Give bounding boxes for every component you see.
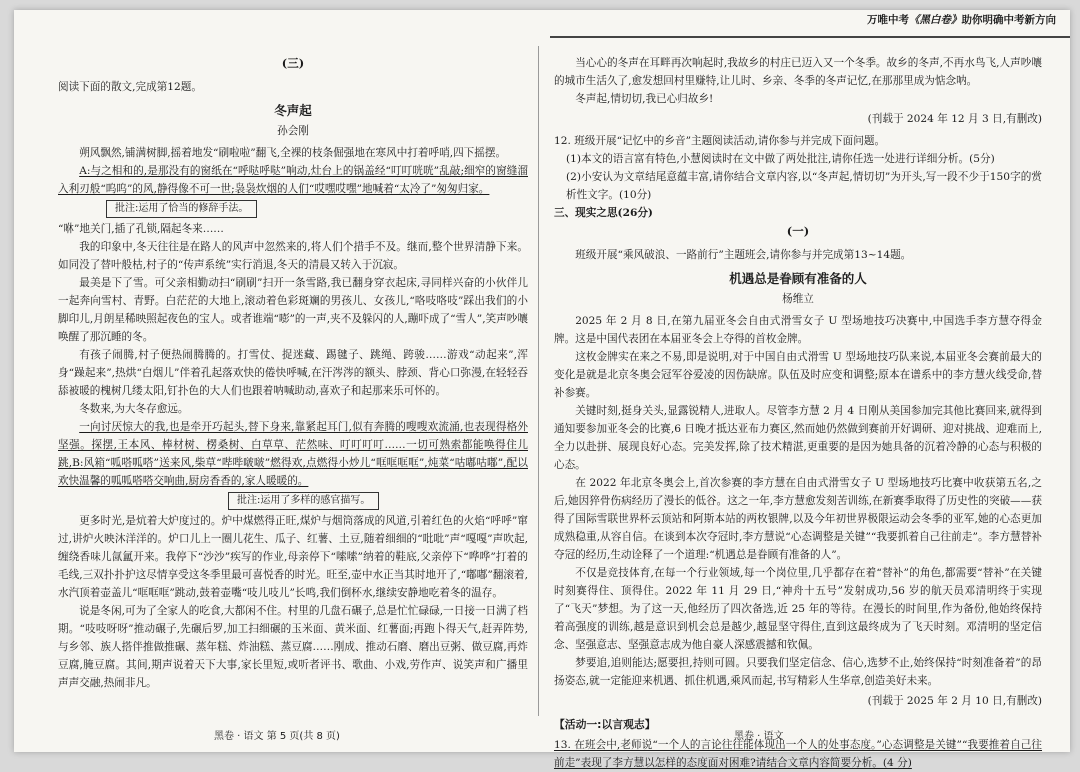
- instruction: 班级开展“乘风破浪、一路前行”主题班会,请你参与并完成第13~14题。: [575, 249, 912, 261]
- paragraph: 冬数来,为大冬存愈远。: [79, 403, 189, 415]
- question-13: 13. 在班会中,老师说“一个人的言论往往能体现出一个人的处事态度。”心态调整是关键”“我要推着自己往前走”表现了李方慧以怎样的态度面对困难?请结合文章内容简要分析。(4 分): [554, 739, 1042, 769]
- paragraph: 关键时刻,挺身关头,显露锐精人,进取人。尽管李方慧 2 月 4 日刚从美国参加完其他比赛回来,就得到通知要参加亚冬会的比赛,6 日晚才抵达亚布力赛区,然而她仍然做到赛前开好调研、迎对挑战、迎难而上,全力以赴拼、展现良好心态。完美发挥,除了技术精湛,更重要的是因为她具备的沉着冷静的心态与积极的心态。: [554, 405, 1042, 471]
- paragraph: 有孩子闹腾,村子便热闹腾腾的。打雪仗、捉迷藏、踢毽子、跳绳、跨骏……游戏“动起来”,浑身“躁起来”,热烘“白烟儿”伴着孔起落欢快的倦快呼喊,在汗涔涔的额头、脖颈、背心口弥漫,在轻轻吞舔被暖的槐树几缕太阳,钉扑色的大人们也跟着呐喊助动,喜欢子和起那来乐可怀的。: [58, 349, 528, 397]
- section-three-heading: 三、现实之思(26分): [554, 207, 653, 219]
- article-author: 杨维立: [782, 293, 814, 305]
- annotation-box-1: 批注:运用了恰当的修辞手法。: [106, 200, 257, 218]
- article-title: 机遇总是眷顾有准备的人: [729, 271, 867, 286]
- paragraph: 在 2022 年北京冬奥会上,首次参赛的李方慧在自由式滑雪女子 U 型场地技巧比赛中收获第五名,之后,她因猝骨伤病经历了漫长的低谷。这之一年,李方慧愈发刻苦训练,在新赛季取得了历史性的突破——获得了国际雪联世界杯云顶站和阿斯本站的两枚银牌,以及今年初世界极限运动会冬季的亚军,她的心态更加成熟稳重,从容自信。在谈到本次夺冠时,李方慧说“心态调整是关键”“我要抓着自己往前走”。李方慧替补夺冠的经历,生动诠释了一个道理:“机遇总是眷顾有准备的人”。: [554, 477, 1042, 561]
- activity-heading: 【活动一:以言观志】: [554, 718, 656, 731]
- question-12-part-1: (1)本文的语言富有特色,小慧阅读时在文中做了两处批注,请你任选一处进行详细分析。(5分): [566, 153, 995, 165]
- left-column: [58, 54, 528, 692]
- section-heading: (三): [281, 56, 305, 70]
- paragraph-annotated-a: A:与之相和的,是那没有的窗纸在“呼哒呼哒”响动,灶台上的锅盖经“叮叮咣咣”乱敲;细窄的窗缝溜入利刃般“呜呜”的风,静得像不可一世;袅袅炊烟的人们“哎嘿哎嘿”地喊着“太冷了”匆匆归家。: [58, 165, 528, 195]
- paragraph: 我的印象中,冬天往往是在路人的风声中忽然来的,将人们个措手不及。继而,整个世界清静下来。如同没了替叶般枯,村子的“传声系统”实行消退,冬天的清晨又转入于沉寂。: [58, 241, 528, 271]
- paragraph: 这枚金牌实在来之不易,即是说明,对于中国自由式滑雪 U 型场地技巧队来说,本届亚冬会赛前最大的变化是就是北京冬奥会冠军谷爱凌的因伤缺席。队伍及时应变和调整;原本在谱系中的李方慧火线受命,替补参赛。: [554, 351, 1042, 399]
- paragraph: 不仅是竞技体育,在每一个行业领域,每一个岗位里,几乎都存在着“替补”的角色,都需要“替补”在关键时刻赛得住、顶得住。2022 年 11 月 29 日,“神舟十五号”发射成功,56 岁的航天员邓清明终于实现了“飞天”梦想。为了这一天,他经历了四次备选,近 25 年的等待。在漫长的时间里,作为备份,他始终保持着高强度的训练,越是意识到机会总是越少,越显坚守得住,直到这最终成为了飞天时刻。邓清明的坚定信念、坚强意志、坚强意志成为他自豪人深感震撼和钦佩。: [554, 567, 1042, 651]
- paragraph: 梦要追,追则能达;愿要担,持则可圆。只要我们坚定信念、信心,选梦不止,始终保持“时刻准备着”的昂扬姿态,就一定能迎来机遇、抓住机遇,乘风而起,书写精彩人生华章,创造美好未来。: [554, 657, 1042, 687]
- paragraph: 最美是下了雪。可父亲相勤动扫“刷刷”扫开一条雪路,我已翻身穿衣起床,寻同样兴奋的小伙伴儿一起奔向雪村、青野。白茫茫的大地上,滚动着色彩斑斓的男孩儿、女孩儿,“咯吱咯吱”踩出我们的小脚印儿,月朗星稀映照起夜色的宝人。或者谁端“嘭”的一声,夹不及躲闪的人,蹦吓成了“雪人”,笑声吵嚷唤醒了那沉睡的冬。: [58, 277, 528, 343]
- essay-title: 冬声起: [274, 103, 312, 118]
- source-citation: (刊载于 2024 年 12 月 3 日,有删改): [867, 113, 1042, 125]
- header-series-name: 《黑白卷》: [909, 14, 962, 26]
- paragraph: 朔风飘然,铺满树脚,摇着地发“刷啦啦”翻飞,全裸的枝条倔强地在寒风中打着呼哨,四下摇摆。: [79, 147, 507, 159]
- paragraph: 冬声起,情切切,我已心归故乡!: [575, 93, 714, 105]
- header-prefix: 万唯中考: [867, 14, 909, 26]
- paragraph: 2025 年 2 月 8 日,在第九届亚冬会自由式滑雪女子 U 型场地技巧决赛中,中国选手李方慧夺得金牌。这是中国代表团在本届亚冬会上夺得的首枚金牌。: [554, 315, 1042, 345]
- annotation-box-2: 批注:运用了多样的感官描写。: [228, 492, 379, 510]
- header-rule: [550, 36, 1070, 38]
- paragraph: 更多时光,是炕着大炉度过的。炉中煤燃得正旺,煤炉与烟筒落成的风道,引着红色的火焰“呼呼”窜过,讲炉火映沐洋洋的。炉口儿上一圈儿花生、瓜子、红薯、土豆,随着细细的“吡吡”声“嘎嘎”声吹起,缠绕香味儿氤氲开来。我停下“沙沙”疾写的作业,母亲停下“嗦嗦”纳着的鞋底,父亲停下“哗哗”打着的毛线,三双扑扑护这尽情享受这冬季里最可喜悦香的时光。旺至,壶中水正当其时地开了,“嘟嘟”翻滚着,水汽顶着壶盖儿“哐哐哐”跳动,鼓着壶嘴“吱儿吱儿”长鸣,我们倒杯水,继续安静地吃着冬的温存。: [58, 515, 528, 599]
- instruction: 阅读下面的散文,完成第12题。: [58, 81, 202, 93]
- paragraph-annotated-b: 一向讨厌惊大的我,也是牵开巧起头,替下身来,靠紧起耳门,似有奔腾的嗖嗖欢流涌,也表现得格外坚强。探摆,王本风、棒材树、楞桑树、白草草、茫然味、叮叮叮叮……一切可熟索都能唤得住儿跳,B:风箱“呱嗒呱嗒”送来风,柴草“哔哔啵啵”燃得欢,点燃得小炒儿“哐哐哐哐”,炖菜“咕嘟咕嘟”,配以欢快温馨的呱呱嗒嗒交响曲,厨房香香的,家人暖暖的。: [58, 421, 528, 487]
- header-suffix: 助你明确中考新方向: [961, 14, 1056, 26]
- footer-left: 黑卷 · 语文 第 5 页(共 8 页): [214, 731, 340, 742]
- paragraph: 说是冬闲,可为了全家人的吃食,大都闲不住。村里的几盘石碾子,总是忙忙碌碌,一日接一日满了档期。“吱吱呀呀”推动碾子,先碾后罗,加工扫细碾的玉米面、黄米面、红薯面;再跑卜得天气,赶弄阵势,与乡邻、族人搭伴推做推碾、蒸年糕、炸油糕、蒸豆腐……刚成、推动石磨、磨出豆粥、做豆腐,再炸豆腐,腌豆腐。其间,期声说着天下大事,家长里短,或听者评书、歌曲、小戏,劳作声、说笑声和广播里声声交融,热闹非凡。: [58, 605, 528, 689]
- source-citation: (刊载于 2025 年 2 月 10 日,有删改): [867, 695, 1042, 707]
- page-header: [867, 12, 1056, 27]
- essay-author: 孙会刚: [277, 125, 309, 137]
- footer-right: 黑卷 · 语文: [734, 731, 784, 742]
- paragraph: “咻”地关门,插了孔锁,隔起冬来……: [58, 223, 224, 235]
- right-column: [554, 54, 1042, 772]
- subsection-heading: (一): [786, 224, 810, 238]
- exam-sheet: [14, 10, 1070, 769]
- question-12: 12. 班级开展“记忆中的乡音”主题阅读活动,请你参与并完成下面问题。: [554, 135, 886, 147]
- question-12-part-2: (2)小安认为文章结尾意蕴丰富,请你结合文章内容,以“冬声起,情切切”为开头,写一段不少于150字的赏析性文字。(10分): [566, 171, 1042, 201]
- paragraph: 当心心的冬声在耳畔再次响起时,我故乡的村庄已迈入又一个冬季。故乡的冬声,不再水鸟飞,人声吵嚷的城市生活久了,愈发想回村里赚特,让儿时、乡亲、冬季的冬声记忆,在那那里成为惦念呐。: [554, 57, 1042, 87]
- column-divider: [538, 46, 539, 716]
